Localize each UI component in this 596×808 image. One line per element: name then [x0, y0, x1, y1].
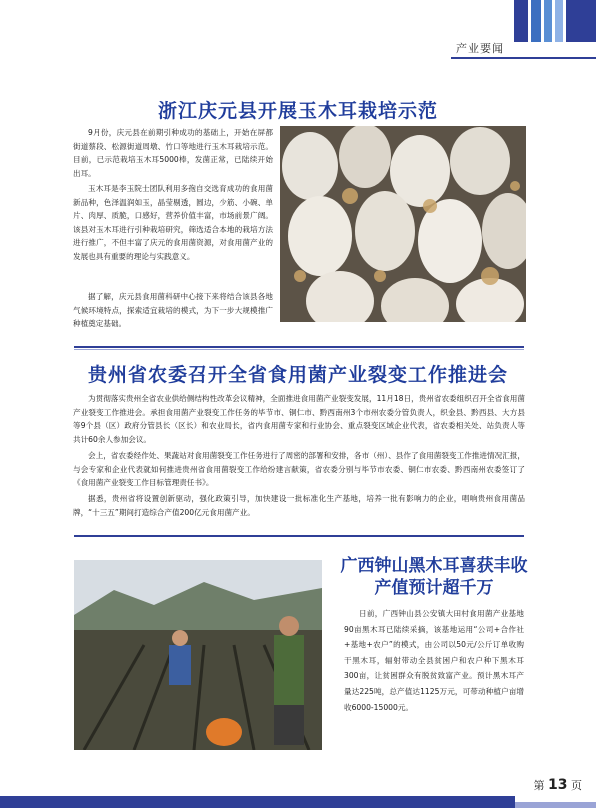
header-stripe	[544, 0, 552, 42]
article1-paragraph: 据了解，庆元县食用菌科研中心接下来将结合该县各地气候环境特点，探索适宜栽培的模式，为下一步大规模推广种植奠定基础。	[73, 292, 273, 329]
header-stripe	[531, 0, 541, 42]
footer-bar-accent	[515, 802, 596, 808]
article1-title: 浙江庆元县开展玉木耳栽培示范	[157, 100, 438, 122]
article3-title-line2: 产值预计超千万	[374, 578, 494, 598]
header-stripes	[514, 0, 596, 42]
section-underline	[451, 57, 596, 59]
article2-title: 贵州省农委召开全省食用菌产业裂变工作推进会	[87, 364, 508, 386]
footer-bar-main	[0, 796, 515, 808]
section-divider	[74, 346, 524, 348]
article3-title-line1: 广西钟山黑木耳喜获丰收	[340, 556, 528, 576]
article2-paragraph: 据悉，贵州省将设置创新驱动，强化政策引导，加快建设一批标准化生产基地，培养一批有影响力的企业，唱响贵州食用菌品牌，“十三五”期间打造综合产值200亿元食用菌产业。	[73, 494, 525, 517]
page-prefix: 第	[533, 779, 545, 792]
page-number	[534, 777, 582, 793]
section-divider	[74, 535, 524, 537]
page-suffix: 页	[571, 779, 582, 792]
header-stripe	[566, 0, 596, 42]
page-number-value: 13	[548, 777, 568, 793]
article3-paragraph: 日前，广西钟山县公安镇大田村食用菌产业基地90亩黑木耳已陆续采摘，该基地运用“公司+合作社+基地+农户”的模式，由公司以50元/公斤订单收购干黑木耳，辐射带动全县贫困户和农户种下黑木耳300亩，让贫困群众有脱贫致富产业。预计黑木耳产量达225吨，总产值达1125万元，可带动种植户亩增收6000-15000元。	[344, 609, 524, 712]
section-title: 产业要闻	[456, 42, 504, 55]
mushroom-bags-photo	[280, 126, 526, 322]
farmers-harvest-photo	[74, 560, 322, 750]
header-stripe	[555, 0, 563, 42]
section-divider	[74, 349, 524, 350]
article1-paragraph: 9月份，庆元县在前期引种成功的基础上，开始在屏都街道蔡段、松源街道周墩、竹口等地进行玉木耳栽培示范。目前，已示范栽培玉木耳5000棒，发菌正常，已陆续开始出耳。	[73, 128, 273, 178]
article2-paragraph: 会上，省农委经作处、果蔬站对食用菌裂变工作任务进行了周密的部署和安排，各市（州）、县作了食用菌裂变工作推进情况汇报，与会专家和企业代表就如何推进贵州省食用菌裂变工作给纷建言献策，省农委分别与毕节市农委、铜仁市农委、黔西南州农委签订了《食用菌产业裂变工作目标管理责任书》。	[73, 451, 525, 488]
header-stripe	[514, 0, 528, 42]
article1-paragraph: 玉木耳是李玉院士团队利用多孢自交选育成功的食用菌新品种，色泽温润如玉，晶莹剔透，圆边，少筋、小碗、单片、肉厚、质脆，口感好，营养价值丰富，市场前景广阔。该县对玉木耳进行引种栽培研究，筛选适合本地的栽培方法进行推广，不但丰富了庆元的食用菌资源，对食用菌产业的发展也具有重要的理论与实践意义。	[73, 184, 273, 261]
article3-title	[334, 555, 534, 599]
footer-bar	[0, 796, 596, 808]
article2-paragraph: 为贯彻落实贵州全省农业供给侧结构性改革会议精神，全面推进食用菌产业裂变发展，11月18日，贵州省农委组织召开全省食用菌产业裂变工作推进会。承担食用菌产业裂变工作任务的毕节市、铜仁市、黔西南州3个市州农委分管负责人，织金县、黔西县、大方县等9个县（区）政府分管县长（区长）和农业局长，省内食用菌专家和行业协会、重点裂变区域企业代表，省农委相关处、站负责人等共计60余人参加会议。	[73, 394, 525, 444]
